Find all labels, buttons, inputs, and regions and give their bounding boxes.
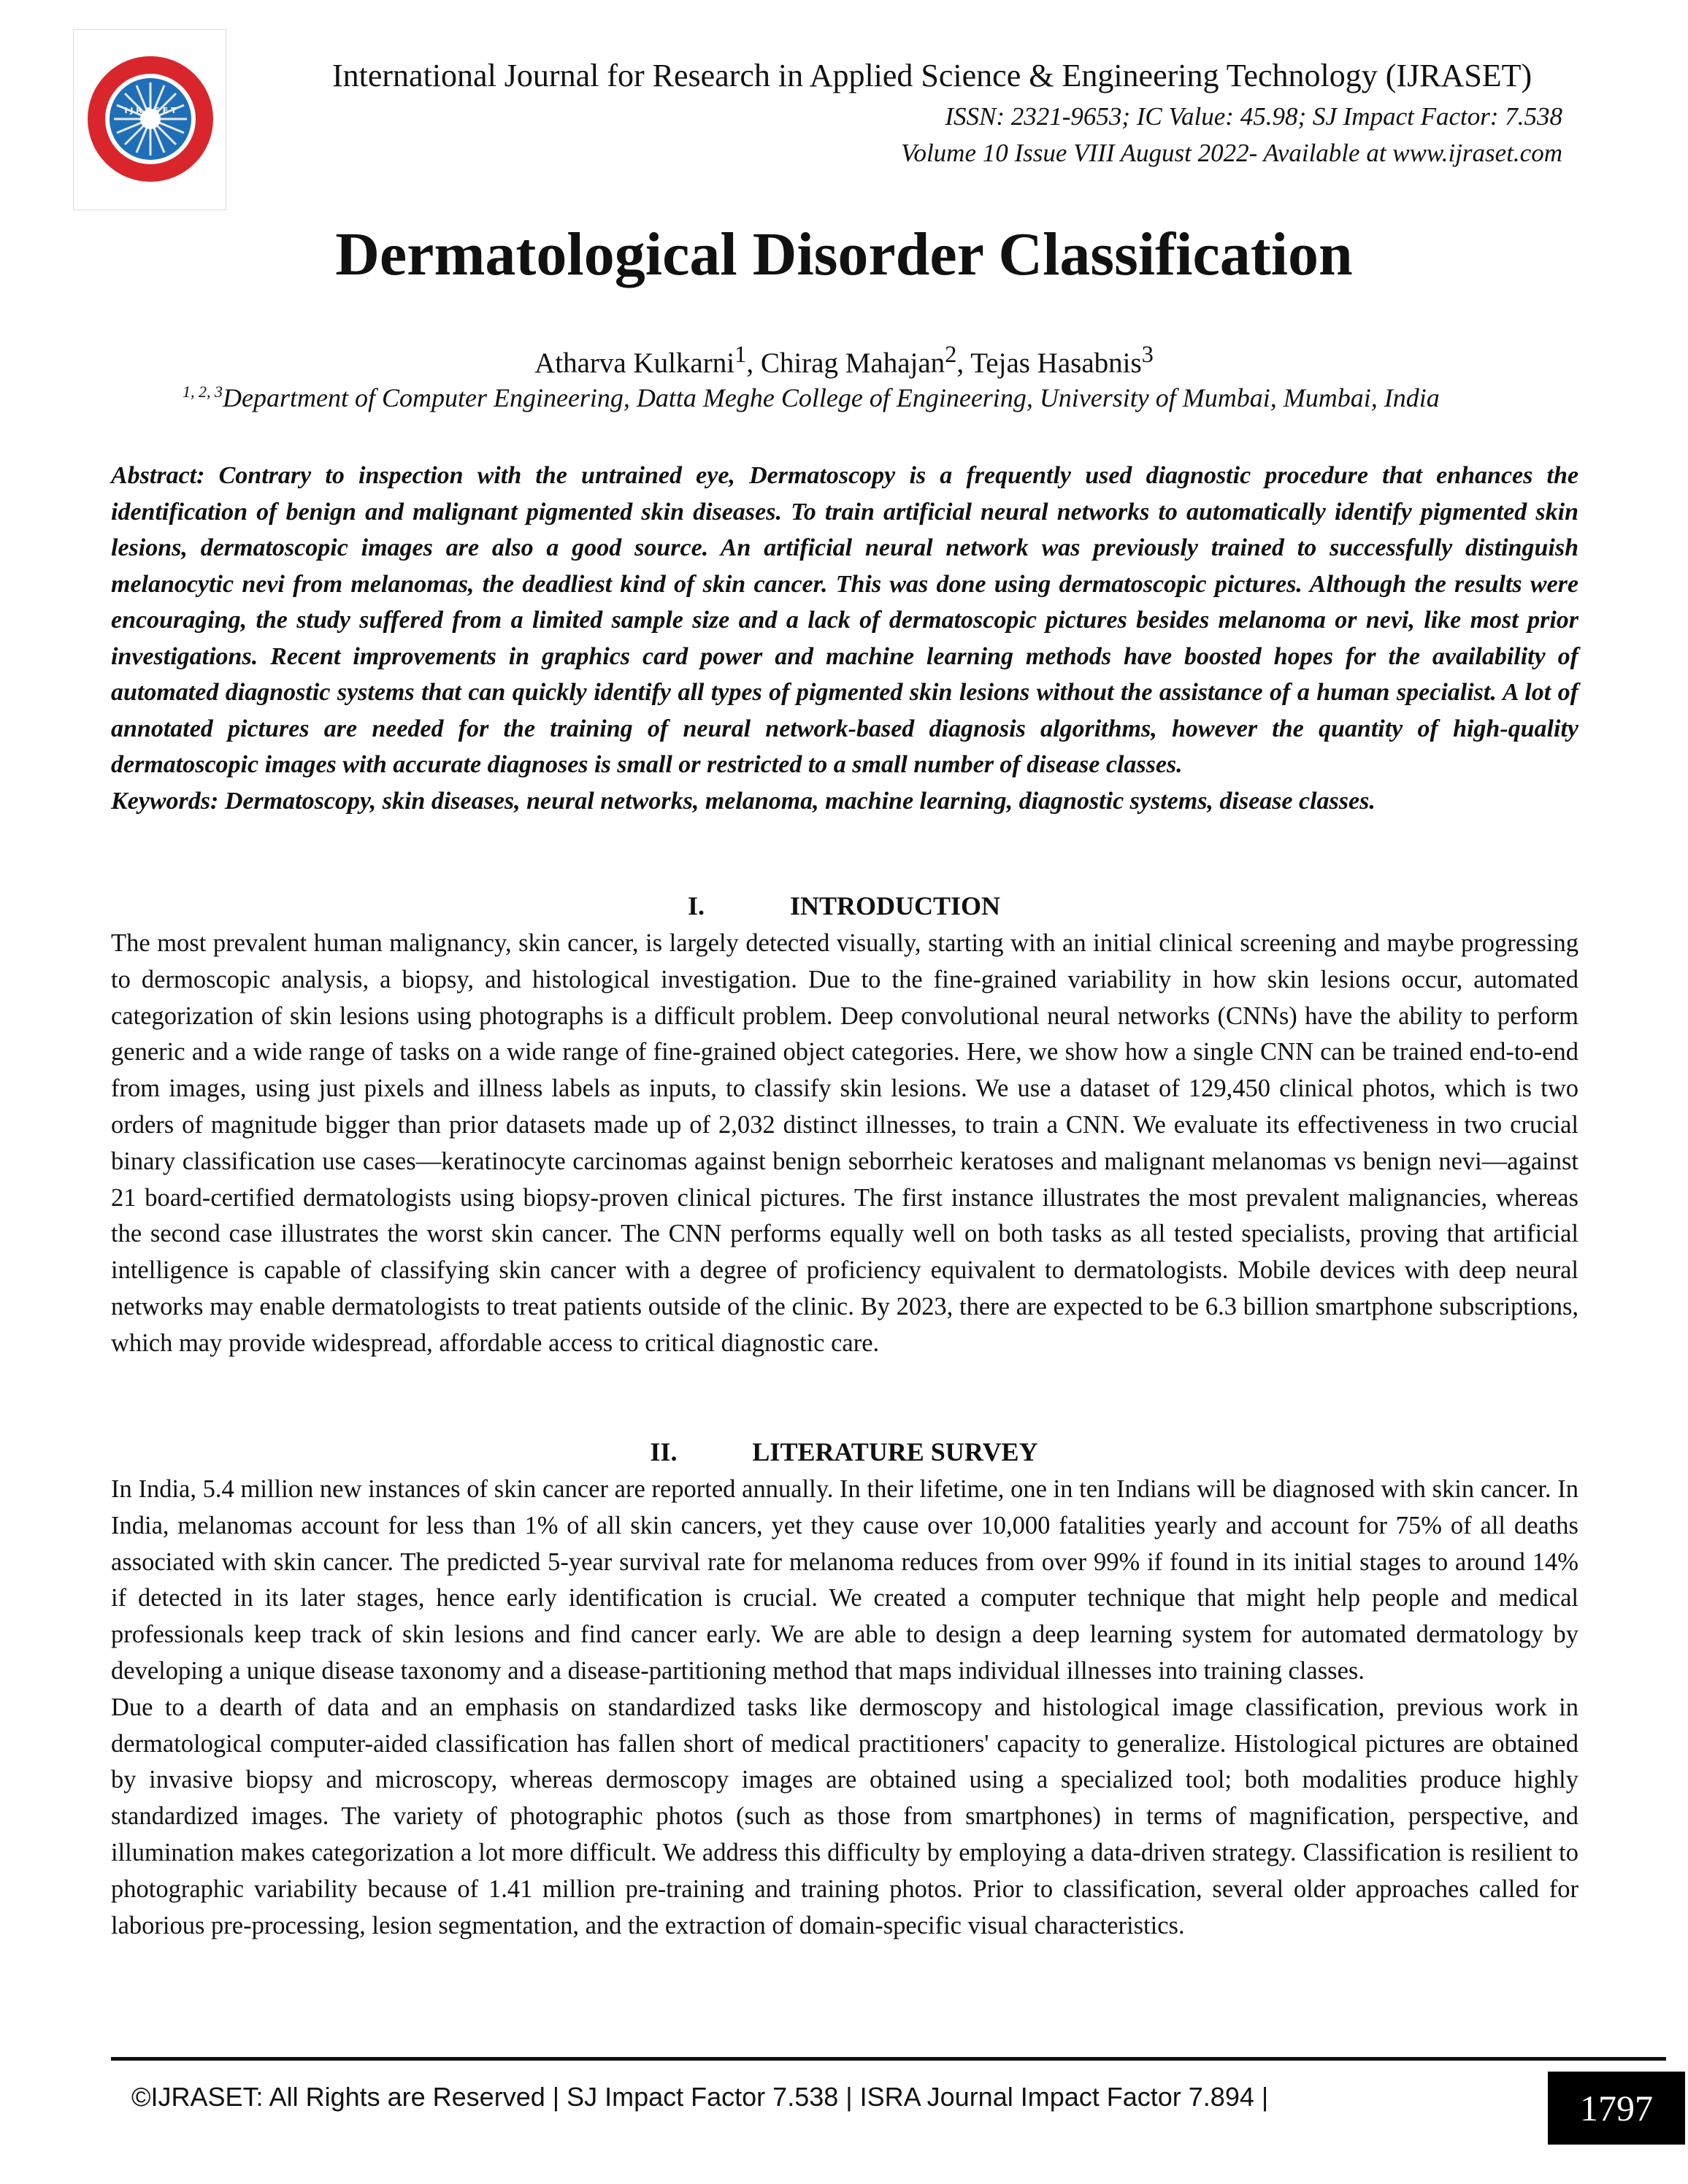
paper-title: Dermatological Disorder Classification xyxy=(335,220,1353,288)
author-name: Chirag Mahajan xyxy=(760,347,945,379)
author-sup: 1 xyxy=(734,342,747,368)
paragraph: The most prevalent human malignancy, skin cancer, is largely detected visually, starting with an initial clinical screening and maybe progressing to dermoscopic analysis, a biopsy, and histological investigation. Due to the fine-grained variability in how skin lesions occur, automated categorization of skin lesions using photographs is a difficult problem. Deep convolutional neural networks (CNNs) have the ability to perform generic and a wide range of tasks on a wide range of fine-grained object categories. Here, we show how a single CNN can be trained end-to-end from images, using just pixels and illness labels as inputs, to classify skin lesions. We use a dataset of 129,450 clinical photos, which is two orders of magnitude bigger than prior datasets made up of 2,032 distinct illnesses, to train a CNN. We evaluate its effectiveness in two crucial binary classification use cases—keratinocyte carcinomas against benign seborrheic keratoses and malignant melanomas vs benign nevi—against 21 board-certified dermatologists using biopsy-proven clinical pictures. The first instance illustrates the most prevalent malignancies, whereas the second case illustrates the worst skin cancer. The CNN performs equally well on both tasks as all tested specialists, proving that artificial intelligence is capable of classifying skin cancer with a degree of proficiency equivalent to dermatologists. Mobile devices with deep neural networks may enable dermatologists to treat patients outside of the clinic. By 2023, there are expected to be 6.3 billion smartphone subscriptions, which may provide widespread, affordable access to critical diagnostic care. xyxy=(111,929,1578,1357)
ijraset-seal-icon xyxy=(85,53,216,185)
page-number: 1797 xyxy=(1548,2072,1685,2145)
introduction-body xyxy=(111,926,1578,1362)
section-title: INTRODUCTION xyxy=(789,891,1001,920)
section-heading-literature-survey xyxy=(0,1437,1688,1467)
volume-line: Volume 10 Issue VIII August 2022- Available at www.ijraset.com xyxy=(900,139,1562,167)
journal-logo xyxy=(73,29,226,210)
issn-line: ISSN: 2321-9653; IC Value: 45.98; SJ Impact Factor: 7.538 xyxy=(945,102,1562,131)
section-heading-introduction xyxy=(0,891,1688,921)
author-sup: 2 xyxy=(945,342,957,368)
paragraph: Due to a dearth of data and an emphasis on standardized tasks like dermoscopy and histological image classification, previous work in dermatological computer-aided classification has fallen short of medical practitioners' capacity to generalize. Histological pictures are obtained by invasive biopsy and microscopy, whereas dermoscopy images are obtained using a specialized tool; both modalities produce highly standardized images. The variety of photographic photos (such as those from smartphones) in terms of magnification, perspective, and illumination makes categorization a lot more difficult. We address this difficulty by employing a data-driven strategy. Classification is resilient to photographic variability because of 1.41 million pre-training and training photos. Prior to classification, several older approaches called for laborious pre-processing, lesion segmentation, and the extraction of domain-specific visual characteristics. xyxy=(111,1693,1578,1939)
author-name: Tejas Hasabnis xyxy=(970,347,1142,379)
author-separator: , xyxy=(956,347,971,379)
affiliation xyxy=(183,382,1440,413)
literature-survey-body xyxy=(111,1472,1578,1944)
svg-text:I J R A S E T: I J R A S E T xyxy=(124,106,177,115)
author-list xyxy=(0,342,1688,380)
abstract-text: Abstract: Contrary to inspection with the untrained eye, Dermatoscopy is a frequently used diagnostic procedure that enhances the identification of benign and malignant pigmented skin diseases. To train artificial neural networks to automatically identify pigmented skin lesions, dermatoscopic images are also a good source. An artificial neural network was previously trained to successfully distinguish melanocytic nevi from melanomas, the deadliest kind of skin cancer. This was done using dermatoscopic pictures. Although the results were encouraging, the study suffered from a limited sample size and a lack of dermatoscopic pictures besides melanoma or nevi, like most prior investigations. Recent improvements in graphics card power and machine learning methods have boosted hopes for the availability of automated diagnostic systems that can quickly identify all types of pigmented skin lesions without the assistance of a human specialist. A lot of annotated pictures are needed for the training of neural network-based diagnosis algorithms, however the quantity of high-quality dermatoscopic images with accurate diagnoses is small or restricted to a small number of disease classes. xyxy=(111,462,1578,778)
author-separator: , xyxy=(746,347,761,379)
author-name: Atharva Kulkarni xyxy=(534,347,735,379)
section-number: II. xyxy=(650,1437,678,1466)
paragraph: In India, 5.4 million new instances of skin cancer are reported annually. In their lifetime, one in ten Indians will be diagnosed with skin cancer. In India, melanomas account for less than 1% of all skin cancers, yet they cause over 10,000 fatalities yearly and account for 75% of all deaths associated with skin cancer. The predicted 5-year survival rate for melanoma reduces from over 99% if found in its initial stages to around 14% if detected in its later stages, hence early identification is crucial. We created a computer technique that might help people and medical professionals keep track of skin lesions and find cancer early. We are able to design a deep learning system for automated dermatology by developing a unique disease taxonomy and a disease-partitioning method that maps individual illnesses into training classes. xyxy=(111,1475,1578,1685)
footer-text: ©IJRASET: All Rights are Reserved | SJ Impact Factor 7.538 | ISRA Journal Impact Factor 7.894 | xyxy=(131,2082,1269,2112)
abstract xyxy=(111,458,1578,819)
section-title: LITERATURE SURVEY xyxy=(752,1437,1038,1466)
author-sup: 3 xyxy=(1141,342,1154,368)
footer-rule xyxy=(111,2057,1666,2061)
journal-name: International Journal for Research in Applied Science & Engineering Technology (IJRASET) xyxy=(332,58,1532,93)
keywords: Keywords: Dermatoscopy, skin diseases, neural networks, melanoma, machine learning, diagnostic systems, disease classes. xyxy=(111,787,1376,815)
affiliation-text: Department of Computer Engineering, Datta Meghe College of Engineering, University of Mumbai, Mumbai, India xyxy=(223,383,1440,412)
affiliation-sup: 1, 2, 3 xyxy=(183,382,223,401)
section-number: I. xyxy=(687,891,705,920)
